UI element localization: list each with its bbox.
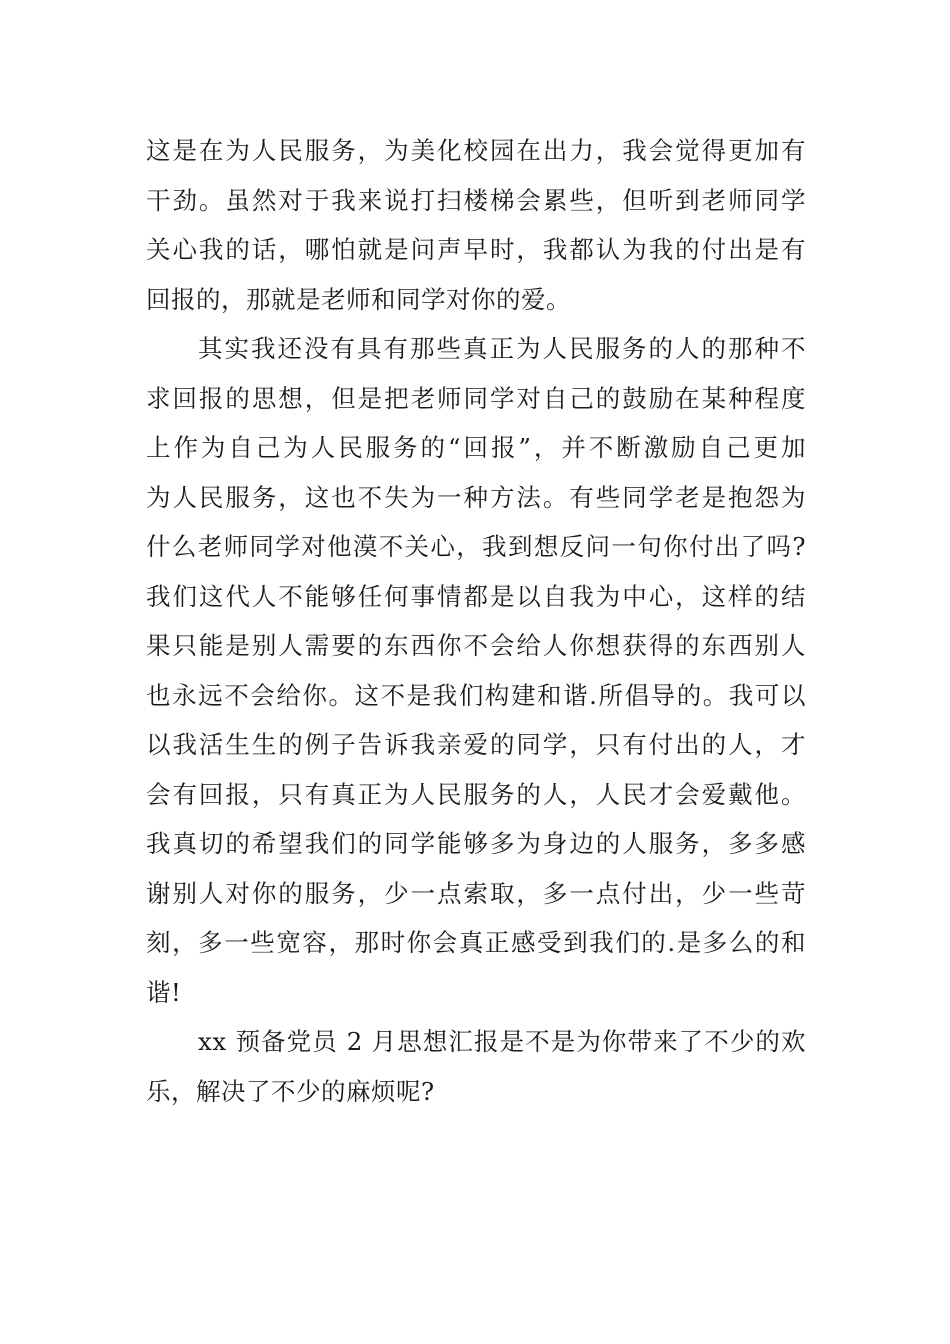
paragraph-1 [146,126,806,324]
text-line: 会有回报，只有真正为人民服务的人，人民才会爱戴他。 [146,779,806,809]
text-line: 上作为自己为人民服务的“回报”，并不断激励自己更加 [146,433,806,462]
text-line: 干劲。虽然对于我来说打扫楼梯会累些，但听到老师同学 [146,185,806,215]
text-line: 求回报的思想，但是把老师同学对自己的鼓励在某种程度 [146,383,806,413]
text-line: 我们这代人不能够任何事情都是以自我为中心，这样的结 [146,581,806,611]
text-line: 谐! [146,977,182,1007]
document-page [146,126,806,1116]
text-line: 乐，解决了不少的麻烦呢? [146,1076,435,1106]
text-line: xx 预备党员 2 月思想汇报是不是为你带来了不少的欢 [198,1027,806,1056]
paragraph-2 [146,324,806,1017]
text-line: 什么老师同学对他漠不关心，我到想反问一句你付出了吗? [146,532,806,561]
text-line: 我真切的希望我们的同学能够多为身边的人服务，多多感 [146,829,806,858]
text-line: 这是在为人民服务，为美化校园在出力，我会觉得更加有 [146,136,806,165]
text-line: 谢别人对你的服务，少一点索取，多一点付出，少一些苛 [146,878,806,908]
text-line: 关心我的话，哪怕就是问声早时，我都认为我的付出是有 [146,235,806,264]
text-line: 刻，多一些宽容，那时你会真正感受到我们的.是多么的和 [146,928,806,957]
text-line: 也永远不会给你。这不是我们构建和谐.所倡导的。我可以 [146,680,806,710]
text-line: 果只能是别人需要的东西你不会给人你想获得的东西别人 [146,631,806,660]
text-line: 回报的，那就是老师和同学对你的爱。 [146,284,571,314]
text-line: 以我活生生的例子告诉我亲爱的同学，只有付出的人，才 [146,730,806,759]
paragraph-3 [146,1017,806,1116]
text-line: 为人民服务，这也不失为一种方法。有些同学老是抱怨为 [146,482,806,512]
text-line: 其实我还没有具有那些真正为人民服务的人的那种不 [198,334,806,363]
